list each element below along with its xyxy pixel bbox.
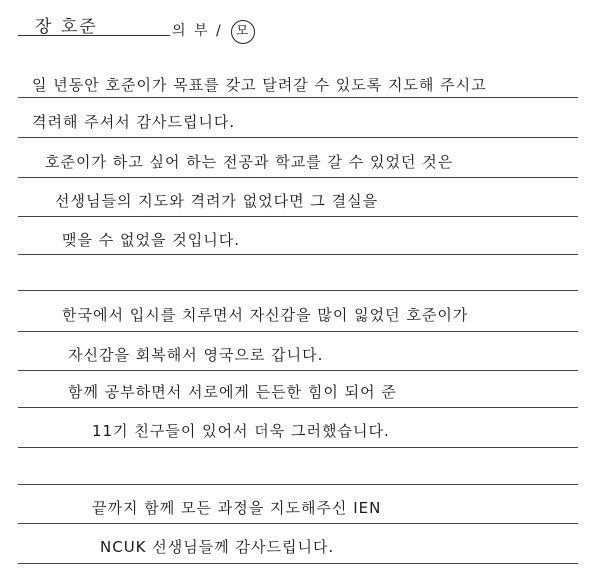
letter-line: 호준이가 하고 싶어 하는 전공과 학교를 갈 수 있었던 것은	[45, 153, 454, 171]
letter-line: 일 년동안 호준이가 목표를 갖고 달려갈 수 있도록 지도해 주시고	[32, 76, 487, 94]
ruled-line	[18, 407, 578, 408]
ruled-line	[18, 370, 578, 371]
relation-prefix: 의 부 /	[172, 23, 223, 39]
letter-line: 자신감을 회복해서 영국으로 갑니다.	[68, 346, 324, 364]
letter-line: 11기 친구들이 있어서 더욱 그러했습니다.	[92, 422, 390, 440]
letter-line: 끝까지 함께 모든 과정을 지도해주신 IEN	[92, 499, 382, 517]
letter-line: 한국에서 입시를 치루면서 자신감을 많이 잃었던 호준이가	[62, 306, 469, 324]
relation-label	[172, 20, 255, 44]
ruled-line	[18, 484, 578, 485]
ruled-line	[18, 523, 578, 524]
relation-circled-mother: 모	[231, 20, 255, 44]
ruled-line	[18, 563, 578, 564]
letter-line: 함께 공부하면서 서로에게 든든한 힘이 되어 준	[68, 383, 397, 401]
ruled-line	[18, 254, 578, 255]
ruled-line	[18, 177, 578, 178]
letter-line: NCUK 선생님들께 감사드립니다.	[100, 538, 335, 556]
ruled-line	[18, 216, 578, 217]
student-name: 장 호준	[35, 17, 98, 37]
letter-line: 맺을 수 없었을 것입니다.	[62, 231, 240, 249]
ruled-line	[18, 331, 578, 332]
letter-line: 선생님들의 지도와 격려가 없었다면 그 결실을	[55, 192, 379, 210]
ruled-line	[18, 97, 578, 98]
ruled-line	[18, 137, 578, 138]
letter-line: 격려해 주셔서 감사드립니다.	[32, 113, 236, 131]
ruled-line	[18, 290, 578, 291]
ruled-line	[18, 447, 578, 448]
